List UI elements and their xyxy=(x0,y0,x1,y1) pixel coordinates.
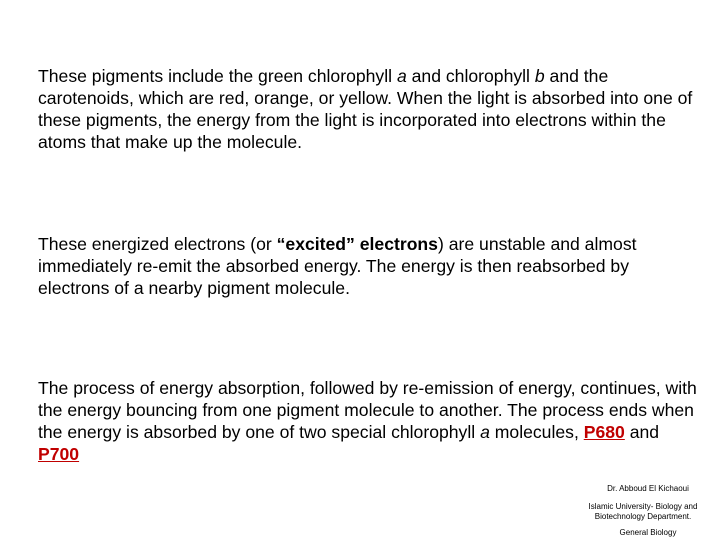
italic-a: a xyxy=(480,422,490,442)
text-run: ) are unstable and almost immediately re-emit the absorbed energy. The energy is then reabsorbed by electrons of a nearby pigment molecule. xyxy=(38,234,637,298)
text-run: The process of energy absorption, followed by re-emission of energy, continues, with the energy bouncing from one pigment molecule to another. The process ends when the energy is absorbed by one of two special chlorophyll xyxy=(38,378,697,442)
text-run: and the carotenoids, which are red, orange, or yellow. When the light is absorbed into one of these pigments, the energy from the light is incorporated into electrons within the atoms that make up the molecule. xyxy=(38,66,693,152)
italic-a: a xyxy=(396,66,407,86)
text-run: These pigments include the green chlorophyll xyxy=(38,66,397,86)
text-run: and xyxy=(624,422,660,442)
highlight-p680: P680 xyxy=(583,422,625,442)
paragraph-pigments xyxy=(38,65,698,153)
paragraph-excited-electrons xyxy=(38,233,698,299)
italic-b: b xyxy=(534,66,545,86)
text-run: and chlorophyll xyxy=(406,66,535,86)
author-credit: Dr. Abboud El Kichaoui xyxy=(607,484,689,493)
text-run: molecules, xyxy=(489,422,584,442)
text-run: These energized electrons (or xyxy=(38,234,277,254)
institution-credit: Islamic University- Biology and Biotechnology Department. xyxy=(588,502,698,521)
paragraph-energy-transfer xyxy=(38,377,698,465)
course-credit: General Biology xyxy=(619,528,677,537)
bold-excited-electrons: “excited” electrons xyxy=(276,234,438,254)
highlight-p700: P700 xyxy=(38,444,80,464)
